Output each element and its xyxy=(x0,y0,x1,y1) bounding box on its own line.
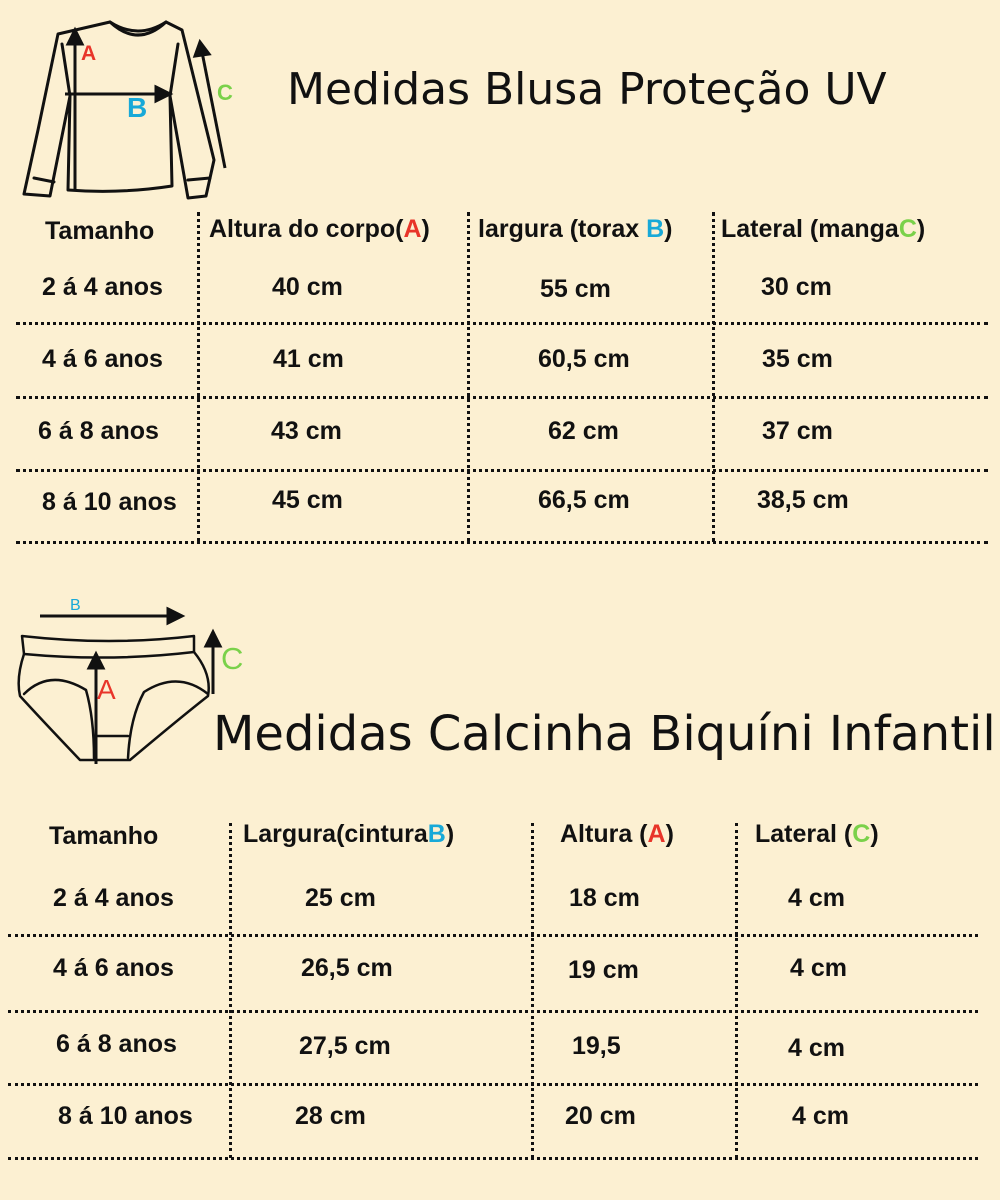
calcinha-col-divider xyxy=(229,823,232,1158)
altura-cell: 45 cm xyxy=(272,486,343,514)
calcinha-col-divider xyxy=(735,823,738,1158)
blusa-header-size: Tamanho xyxy=(45,217,155,245)
lateral-cell: 4 cm xyxy=(788,884,845,912)
lateral-cell: 4 cm xyxy=(790,954,847,982)
marker-a: A xyxy=(647,820,666,848)
largura-cell: 55 cm xyxy=(540,275,611,303)
header-text: Altura ( xyxy=(560,820,648,848)
altura-cell: 19 cm xyxy=(568,956,639,984)
blusa-row-divider xyxy=(16,396,988,399)
size-cell: 4 á 6 anos xyxy=(53,954,174,982)
blusa-col-divider xyxy=(712,212,715,542)
panties-label-a: A xyxy=(97,674,116,705)
blusa-header-altura xyxy=(209,215,430,244)
lateral-cell: 30 cm xyxy=(761,273,832,301)
header-text: Largura(cintura xyxy=(243,820,428,848)
header-text: Lateral ( xyxy=(755,820,853,848)
largura-cell: 28 cm xyxy=(295,1102,366,1130)
blusa-header-lateral xyxy=(721,215,925,244)
size-cell: 6 á 8 anos xyxy=(38,417,159,445)
calcinha-row-divider xyxy=(8,1083,978,1086)
shirt-label-b: B xyxy=(127,92,148,123)
blusa-row-divider xyxy=(16,322,988,325)
shirt-label-a: A xyxy=(81,42,97,65)
calcinha-header-largura xyxy=(243,820,454,849)
blusa-row-divider xyxy=(16,541,988,544)
header-text: Altura do corpo( xyxy=(209,215,404,243)
largura-cell: 26,5 cm xyxy=(301,954,393,982)
size-cell: 8 á 10 anos xyxy=(42,488,177,516)
altura-cell: 18 cm xyxy=(569,884,640,912)
altura-cell: 40 cm xyxy=(272,273,343,301)
lateral-cell: 38,5 cm xyxy=(757,486,849,514)
header-text: largura (torax xyxy=(478,215,647,243)
largura-cell: 62 cm xyxy=(548,417,619,445)
header-suffix: ) xyxy=(421,215,430,243)
largura-cell: 66,5 cm xyxy=(538,486,630,514)
altura-cell: 43 cm xyxy=(271,417,342,445)
panties-label-b: B xyxy=(70,597,81,614)
altura-cell: 19,5 xyxy=(572,1032,621,1060)
header-text: Lateral (manga xyxy=(721,215,899,243)
header-suffix: ) xyxy=(445,820,455,848)
largura-cell: 60,5 cm xyxy=(538,345,630,373)
marker-c: C xyxy=(898,215,917,243)
lateral-cell: 35 cm xyxy=(762,345,833,373)
calcinha-row-divider xyxy=(8,1157,978,1160)
marker-c: C xyxy=(852,820,871,848)
size-cell: 2 á 4 anos xyxy=(42,273,163,301)
calcinha-col-divider xyxy=(531,823,534,1158)
calcinha-header-lateral xyxy=(755,820,879,849)
blusa-title: Medidas Blusa Proteção UV xyxy=(287,64,887,115)
shirt-label-c: C xyxy=(217,80,233,105)
largura-cell: 25 cm xyxy=(305,884,376,912)
header-suffix: ) xyxy=(665,820,674,848)
altura-cell: 41 cm xyxy=(273,345,344,373)
blusa-col-divider xyxy=(197,212,200,542)
calcinha-title: Medidas Calcinha Biquíni Infantil xyxy=(213,706,996,762)
calcinha-header-altura xyxy=(560,820,674,849)
lateral-cell: 4 cm xyxy=(788,1034,845,1062)
header-suffix: ) xyxy=(664,215,673,243)
blusa-header-largura xyxy=(478,215,673,244)
size-cell: 4 á 6 anos xyxy=(42,345,163,373)
size-cell: 6 á 8 anos xyxy=(56,1030,177,1058)
altura-cell: 20 cm xyxy=(565,1102,636,1130)
marker-b: B xyxy=(427,820,446,848)
size-cell: 8 á 10 anos xyxy=(58,1102,193,1130)
lateral-cell: 37 cm xyxy=(762,417,833,445)
blusa-col-divider xyxy=(467,212,470,542)
calcinha-header-size: Tamanho xyxy=(49,822,159,850)
calcinha-row-divider xyxy=(8,934,978,937)
marker-b: B xyxy=(646,215,665,243)
blusa-row-divider xyxy=(16,469,988,472)
size-cell: 2 á 4 anos xyxy=(53,884,174,912)
header-suffix: ) xyxy=(870,820,879,848)
largura-cell: 27,5 cm xyxy=(299,1032,391,1060)
header-suffix: ) xyxy=(916,215,926,243)
panties-label-c: C xyxy=(221,641,244,676)
lateral-cell: 4 cm xyxy=(792,1102,849,1130)
calcinha-row-divider xyxy=(8,1010,978,1013)
marker-a: A xyxy=(403,215,422,243)
